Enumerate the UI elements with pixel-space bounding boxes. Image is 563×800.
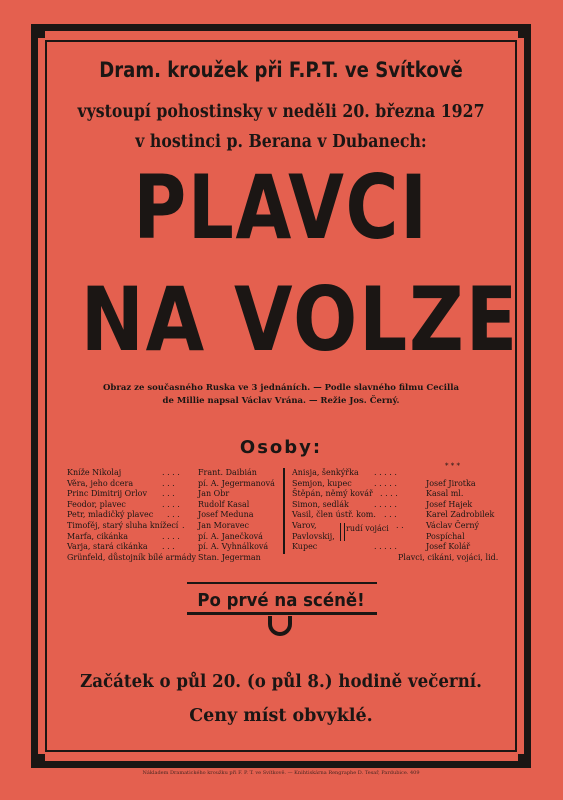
stars-ornament: * * * [445,462,460,470]
play-title-line2: NA VOLZE [80,268,520,371]
premiere-rule-top [187,582,377,584]
premiere-notice: Po prvé na scéně! [197,590,365,611]
prices-note: Ceny míst obvyklé. [189,706,373,726]
cast-row: Štěpán, němý kovář . . . . Kasal ml. [292,489,464,499]
cast-list-right [292,468,512,563]
corner-ornament [518,29,527,38]
cast-row: Anisja, šenkýřka . . . . . [292,468,397,477]
cast-row: Kupec . . . . . Josef Kolář [292,542,471,552]
cast-row: Grünfeld, důstojník bílé armády Stan. Jegerman [67,552,261,562]
cast-row: Timofěj, starý sluha knížecí . Jan Moravec [67,520,250,530]
start-time: Začátek o půl 20. (o půl 8.) hodině večerní. [80,672,482,692]
cast-row: Kníže Nikolaj . . . . Frant. Daibián [67,468,257,477]
cast-row: Feodor, plavec . . . . Rudolf Kasal [67,499,250,509]
cast-row: Semjon, kupec . . . . . Josef Jirotka [292,478,476,488]
description-line: Obraz ze současného Ruska ve 3 jednáních. — Podle slavného filmu Cecilla [103,383,459,393]
description-line: de Millie napsal Václav Vrána. — Režie Jos. Černý. [162,396,400,406]
cast-bracket [340,523,345,541]
cast-row: Věra, jeho dcera . . . pí. A. Jegermanová [67,478,275,488]
cast-row: Vasil, člen ústř. kom. . . . Karel Zadrobilek [292,510,495,520]
cast-list-left [67,468,277,563]
cast-row: Marfa, cikánka . . . . pí. A. Janečková [67,531,263,541]
cast-row: Petr, mladičký plavec . . . Josef Meduna [67,510,254,520]
venue-line: v hostinci p. Berana v Dubanech: [135,132,427,152]
cast-heading: Osoby: [239,437,323,458]
date-line: vystoupí pohostinsky v neděli 20. března 1927 [77,102,485,122]
corner-ornament [36,754,45,763]
cast-row: Plavci, cikáni, vojáci, lid. [398,552,499,562]
premiere-rule-bottom [187,612,377,615]
play-title-line1: PLAVCI [133,156,429,259]
cast-row: Varja, stará cikánka . . . pí. A. Vyhnálková [67,542,269,552]
cast-row: Varov, . . Václav Černý [292,520,480,530]
corner-ornament [518,754,527,763]
cast-row: Simon, sedlák . . . . . Josef Hajek [292,499,473,509]
cast-divider [283,468,285,554]
organizer-heading: Dram. kroužek při F.P.T. ve Svítkově [99,58,463,82]
bracket-label: rudí vojáci [346,524,389,533]
play-description [48,382,514,408]
printer-imprint: Nákladem Dramatického kroužku při F. P. T. ve Svítkově. — Knihtiskárna Rengraphe D. Tesař, Pardubice. 409 [142,770,420,776]
corner-ornament [36,29,45,38]
cast-row: Princ Dimitrij Orlov . . . Jan Obr [67,489,230,499]
cast-row: Pavlovskij, Pospíchal [292,531,465,541]
